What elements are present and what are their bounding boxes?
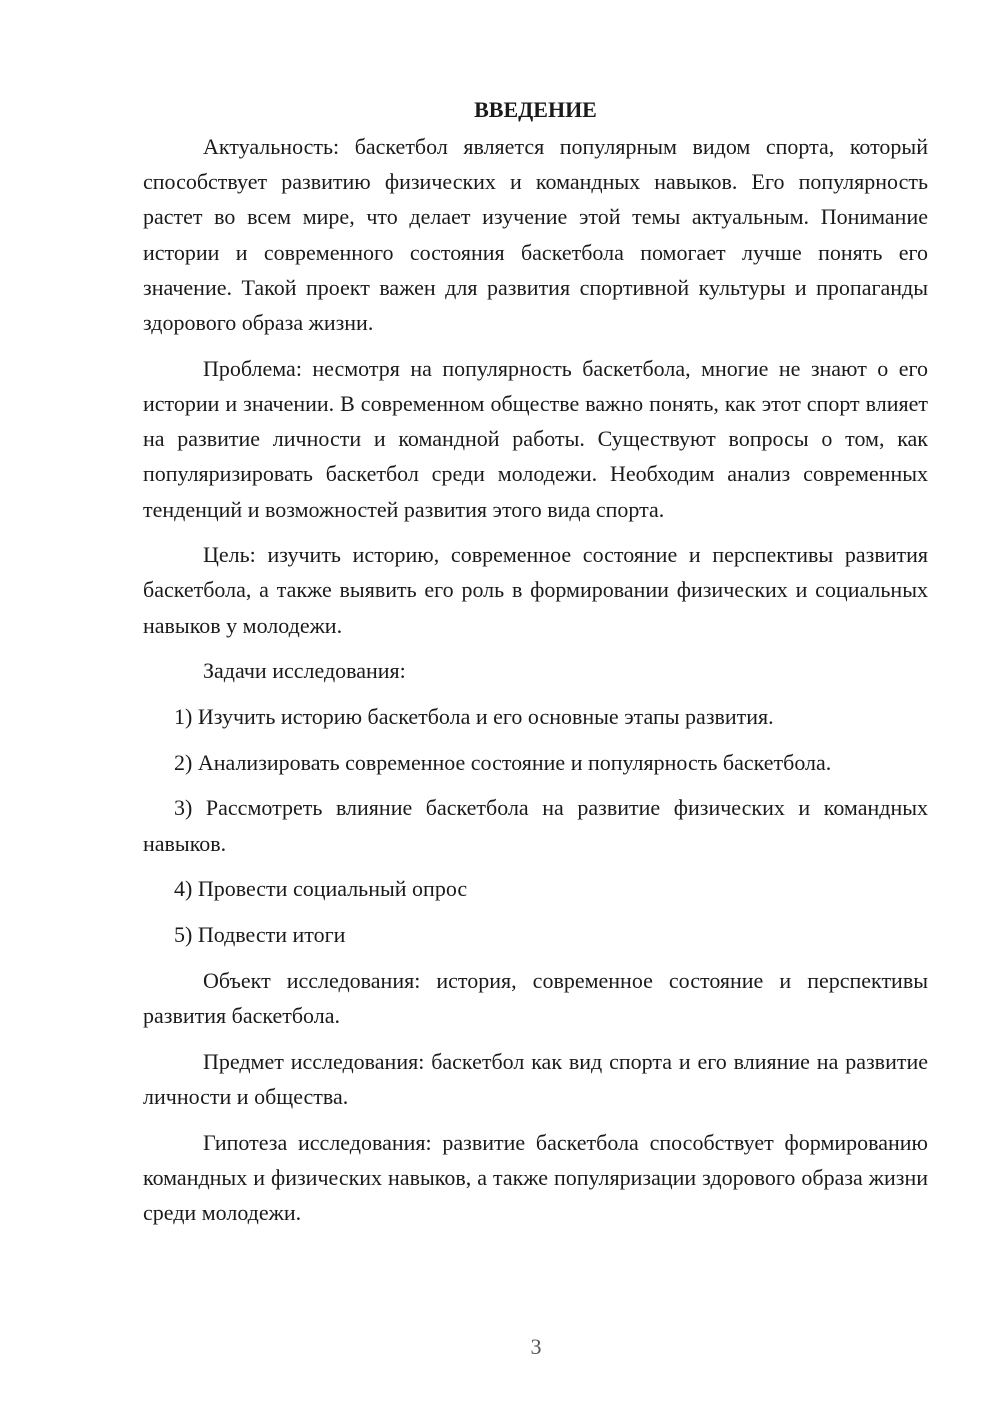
paragraph-problem: Проблема: несмотря на популярность баскетбола, многие не знают о его истории и значении. В современном обществе важно понять, как этот спорт влияет на развитие личности и командной работы. Существуют вопросы о том, как популяризировать баскетбол среди молодежи. Необходим анализ современных тенденций и возможностей развития этого вида спорта. <box>143 355 928 522</box>
paragraph-relevance: Актуальность: баскетбол является популярным видом спорта, который способствует развитию физических и командных навыков. Его популярность растет во всем мире, что делает изучение этой темы актуальным. Понимание истории и современного состояния баскетбола помогает лучше понять его значение. Такой проект важен для развития спортивной культуры и пропаганды здорового образа жизни. <box>143 134 928 336</box>
paragraph-subject: Предмет исследования: баскетбол как вид спорта и его влияние на развитие личности и общества. <box>143 1048 928 1109</box>
task-item-3: 3) Рассмотреть влияние баскетбола на развитие физических и командных навыков. <box>143 795 928 856</box>
task-item-1: 1) Изучить историю баскетбола и его основные этапы развития. <box>174 704 774 730</box>
task-item-2: 2) Анализировать современное состояние и популярность баскетбола. <box>174 749 832 775</box>
page-title: ВВЕДЕНИЕ <box>474 97 597 122</box>
paragraph-goal: Цель: изучить историю, современное состояние и перспективы развития баскетбола, а также выявить его роль в формировании физических и социальных навыков у молодежи. <box>143 542 928 638</box>
paragraph-object: Объект исследования: история, современное состояние и перспективы развития баскетбола. <box>143 967 928 1028</box>
page-number: 3 <box>530 1334 542 1359</box>
task-item-5: 5) Подвести итоги <box>174 922 346 948</box>
task-item-4: 4) Провести социальный опрос <box>174 876 468 902</box>
tasks-heading: Задачи исследования: <box>203 658 406 684</box>
paragraph-hypothesis: Гипотеза исследования: развитие баскетбола способствует формированию командных и физических навыков, а также популяризации здорового образа жизни среди молодежи. <box>143 1129 928 1225</box>
document-page <box>143 92 928 1241</box>
